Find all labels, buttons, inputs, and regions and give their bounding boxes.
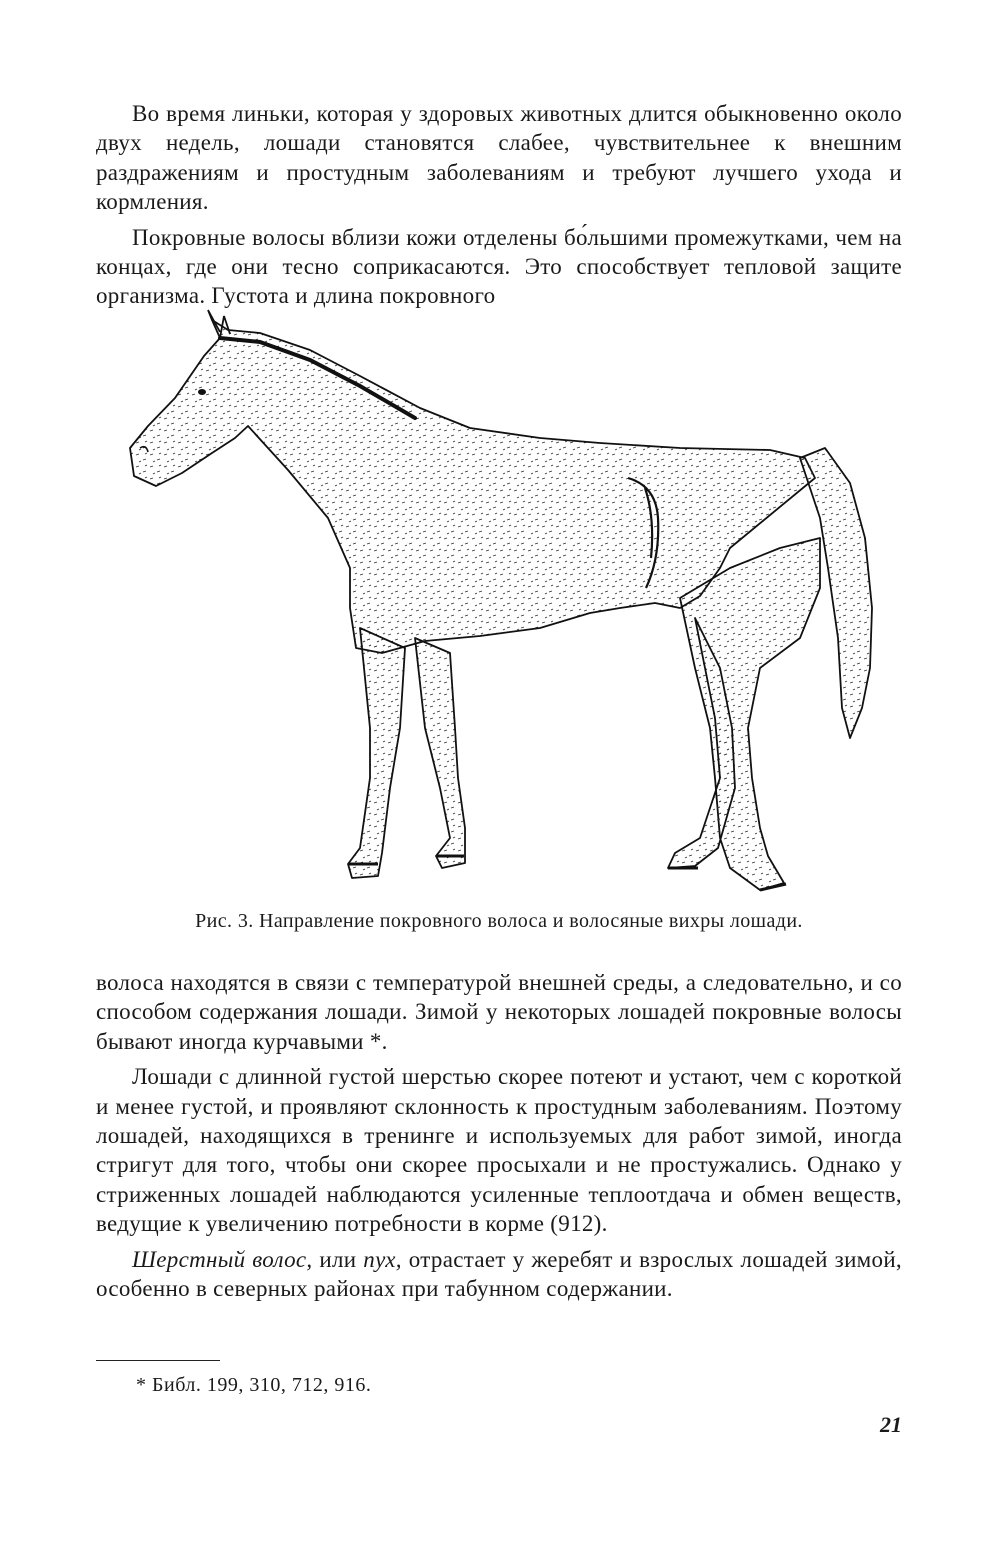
horse-drawing <box>120 308 890 908</box>
paragraph-molting: Во время линьки, которая у здоровых животных длится обыкновенно около двух недель, лошади становятся слабее, чувствительнее к внешним раздражениям и простудным заболеваниям и требуют лучшего ухода и кормления. <box>96 101 902 215</box>
horse-front-leg-near <box>348 628 405 878</box>
paragraph-long-coat: Лошади с длинной густой шерстью скорее потеют и устают, чем с короткой и менее густой, и проявляют склонность к простудным заболеваниям. Поэтому лошадей, находящихся в тренинге и используемых для работ зимой, иногда стригут для того, чтобы они скорее просыхали и не простужались. Однако у стриженных лошадей наблюдаются усиленные теплоотдача и обмен веществ, ведущие к увеличению потребности в корме (912). <box>96 1064 902 1237</box>
term-wool-hair: Шерстный волос, <box>132 1246 313 1272</box>
text-underhair-rest: отрастает у жеребят и взрослых лошадей зимой, особенно в северных районах при табунном содержании. <box>96 1246 902 1302</box>
paragraph-underhair <box>96 1245 902 1304</box>
horse-hooves <box>348 856 786 890</box>
horse-front-leg-far <box>415 638 465 868</box>
bottom-text-block <box>96 968 902 1303</box>
text-or: или <box>312 1246 364 1272</box>
term-down: пух, <box>363 1246 402 1272</box>
paragraph-cover-hair: Покровные волосы вблизи кожи отделены бо́льшими промежутками, чем на концах, где они тесно соприкасаются. Это способствует тепловой защите организма. Густота и длина покровного <box>96 224 902 309</box>
horse-illustration <box>120 308 890 908</box>
paragraph-continuation: волоса находятся в связи с температурой внешней среды, а следовательно, и со способом содержания лошади. Зимой у некоторых лошадей покровные волосы бывают иногда курчавыми *. <box>96 970 902 1054</box>
page-number: 21 <box>880 1412 902 1437</box>
top-text-block <box>96 99 902 311</box>
footnote-divider <box>96 1360 220 1361</box>
horse-eye <box>198 389 206 395</box>
footnote: * Библ. 199, 310, 712, 916. <box>136 1374 372 1396</box>
figure-caption: Рис. 3. Направление покровного волоса и волосяные вихры лошади. <box>195 910 803 932</box>
